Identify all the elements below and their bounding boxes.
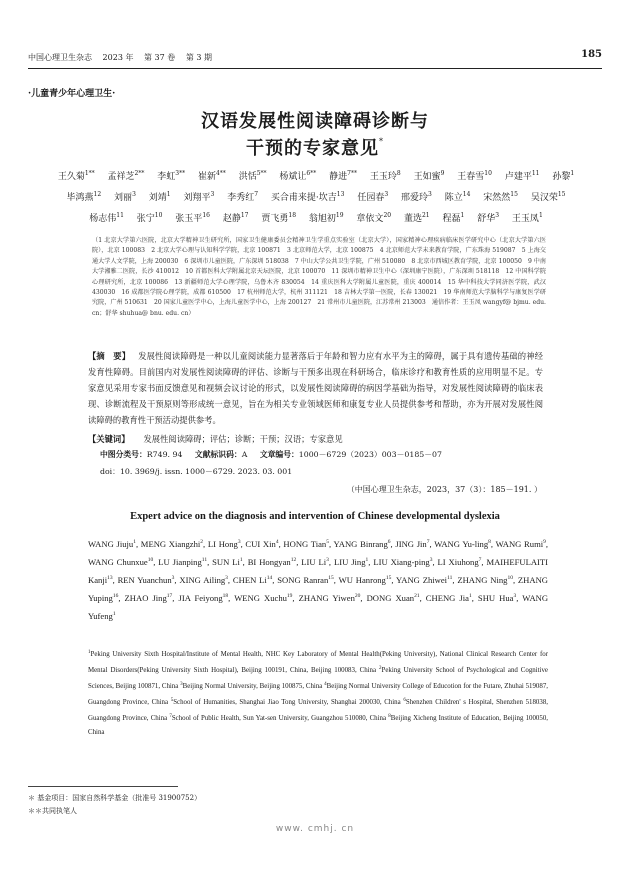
author-affiliation-mark: 6: [387, 539, 391, 545]
author-name: 刘翔平: [183, 193, 211, 203]
author-en: [373, 557, 432, 567]
author-affiliation-mark: 11: [201, 557, 208, 563]
author-cn: [531, 186, 566, 207]
author-name: 刘丽: [114, 193, 133, 203]
author-cn: [239, 165, 267, 186]
author-name: WU Hanrong: [338, 575, 386, 585]
author-affiliation-mark: 19: [335, 212, 344, 219]
author-affiliation-mark: 19: [286, 593, 293, 599]
author-en: [88, 557, 153, 567]
author-affiliation-mark: 21: [414, 593, 420, 599]
affiliation-text: School of Humanities, Shanghai Jiao Tong University, Shanghai 200030, China: [173, 699, 401, 706]
author-affiliation-mark: 4**: [215, 170, 226, 177]
keywords-text: 发展性阅读障碍；评估；诊断；干预；汉语；专家意见: [143, 434, 343, 444]
author-name: YANG Binrang: [333, 539, 388, 549]
author-en: [426, 593, 472, 603]
author-affiliation-mark: 3: [429, 557, 433, 563]
funding-footnote: ＊ 基金项目：国家自然科学基金（批准号 31900752）: [28, 794, 202, 802]
article-number-label: 文章编号：: [259, 450, 299, 459]
author-name: 李秀红: [227, 193, 255, 203]
author-cn: [137, 207, 163, 228]
author-cn: [198, 165, 226, 186]
author-affiliation-mark: 5: [326, 539, 329, 545]
author-name: ZHAO Jing: [124, 593, 167, 603]
english-author-list: WANG Jiuju$^1$, MENG Xiangzhi$^2$, LI Hong$^3$, CUI Xin$^4$, HONG Tian$^5$, YANG Binrang$^6$, JING Jin$^7$, WANG Yu-ling$^8$, WANG Rumi$^9$, WANG Chunxue$^{10}$, LU Jianping$^{11}$, SUN Li$^1$, BI Hongyan$^{12}$, LIU Li$^3$, LIU Jing$^1$, LIU Xiang-ping$^3$, LI Xiuhong$^7$, MAIHEFULAITI Kanji$^{13}$, REN Yuanchun$^3$, XING Ailing$^3$, CHEN Li$^{14}$, SONG Ranran$^{15}$, WU Hanrong$^{15}$, YANG Zhiwei$^{11}$, ZHANG Ning$^{10}$, ZHANG Yuping$^{16}$, ZHAO Jing$^{17}$, JIA Feiyong$^{18}$, WENG Xuchu$^{19}$, ZHANG Yiwen$^{20}$, DONG Xuan$^{21}$, CHENG Jia$^1$, SHU Hua$^3$, WANG Yufeng$^1$: [88, 539, 549, 621]
author-cn: [89, 207, 124, 228]
author-affiliation-mark: 13: [336, 191, 345, 198]
classification-line: [100, 449, 442, 460]
author-affiliation-mark: 7**: [347, 170, 357, 177]
abstract-text: 发展性阅读障碍是一种以儿童阅读能力显著落后于年龄和智力应有水平为主的障碍，属于具有遗传基础的神经发育性障碍。目前国内对发展性阅读障碍的评估、诊断与干预多出现在科研场合，临床诊疗和教育性质的应用明显不足。专家意见采用专家书面反馈意见和视频会议讨论的形式，以发展性阅读障碍的病因学基础为指导，对发展性阅读障碍的临床表现、诊断流程及干预原则等形成统一意见，旨在为相关专业领域医师和康复专业人员提供参考和帮助，亦为开展对发展性阅读障碍的教育性干预活动提供参考。: [88, 351, 543, 425]
author-en: [478, 593, 516, 603]
author-affiliation-mark: 20: [354, 593, 361, 599]
article-title-line-1: 汉语发展性阅读障碍诊断与: [201, 111, 429, 132]
author-affiliation-mark: 1**: [84, 170, 95, 177]
author-affiliation-mark: 14: [266, 575, 273, 581]
author-cn: [67, 186, 102, 207]
author-name: 吴汉荣: [530, 193, 558, 203]
author-name: MENG Xiangzhi: [140, 539, 201, 549]
author-affiliation-mark: 15: [328, 575, 334, 581]
header-rule: [28, 68, 602, 69]
author-affiliation-mark: 10: [484, 170, 492, 177]
author-name: 赵静: [222, 214, 241, 224]
author-affiliation-mark: 10: [147, 557, 154, 563]
affiliation-number: 5: [170, 698, 174, 703]
author-name: YANG Zhiwei: [396, 575, 448, 585]
author-name: WENG Xuchu: [234, 593, 287, 603]
author-en: [496, 539, 546, 549]
author-name: CHEN Li: [232, 575, 267, 585]
author-cn: [108, 165, 145, 186]
author-en: [233, 575, 272, 585]
journal-year: 2023 年: [102, 53, 134, 62]
keywords-label: 【关键词】: [88, 434, 130, 444]
author-en: [125, 593, 173, 603]
author-en: [396, 575, 452, 585]
author-affiliation-mark: 3: [210, 191, 215, 198]
author-cn: [271, 186, 345, 207]
author-cn: [329, 165, 357, 186]
author-affiliation-mark: 7: [426, 539, 430, 545]
affiliation-text: Beijing Xicheng Institute of Education, Beijing 100050, China: [88, 715, 548, 736]
affiliation-en: [171, 699, 401, 706]
author-name: 孙黎: [552, 172, 571, 182]
author-affiliation-mark: 15: [385, 575, 392, 581]
author-cn: [445, 186, 471, 207]
author-affiliation-mark: 13: [107, 575, 113, 581]
author-en: [334, 557, 368, 567]
journal-name: 中国心理卫生杂志: [28, 53, 92, 62]
author-en: [438, 557, 482, 567]
author-affiliation-mark: 3: [495, 212, 500, 219]
author-name: LIU Xiang-ping: [373, 557, 430, 567]
author-en: [234, 593, 292, 603]
author-affiliation-mark: 3: [428, 191, 432, 198]
title-footnote-mark: *: [379, 137, 384, 146]
author-name: WANG Rumi: [495, 539, 544, 549]
english-affiliations: [88, 646, 548, 740]
author-affiliation-mark: 16: [202, 212, 210, 219]
author-name: 王玉凤: [511, 214, 539, 224]
author-cn: [227, 186, 258, 207]
author-affiliation-mark: 15: [557, 191, 566, 198]
author-name: 舒华: [477, 214, 496, 224]
author-en: [118, 575, 175, 585]
author-name: 王久菊: [57, 172, 85, 182]
author-name: LU Jianping: [158, 557, 202, 567]
author-affiliation-mark: 1: [133, 539, 136, 545]
journal-volume: 第 37 卷: [144, 53, 176, 62]
author-name: 杨志伟: [89, 214, 117, 224]
author-name: 邢爱玲: [401, 193, 429, 203]
author-name: REN Yuanchun: [117, 575, 172, 585]
author-name: DONG Xuan: [366, 593, 415, 603]
author-cn: [279, 165, 316, 186]
citation: （中国心理卫生杂志，2023，37（3）：185－191. ）: [346, 485, 542, 494]
journal-website[interactable]: www. cmhj. cn: [275, 824, 355, 834]
author-en: [248, 557, 297, 567]
author-affiliation-mark: 1: [460, 212, 465, 219]
author-affiliation-mark: 17: [240, 212, 249, 219]
author-affiliation-mark: 5**: [256, 170, 267, 177]
page-number: 185: [581, 49, 602, 60]
author-name: WANG Chunxue: [88, 557, 148, 567]
author-cn: [401, 186, 432, 207]
affiliation-en: [180, 683, 322, 690]
author-affiliation-mark: 11: [116, 212, 124, 219]
author-en: [212, 557, 243, 567]
author-name: 王如蜜: [413, 172, 441, 182]
footnotes: [28, 792, 201, 818]
affiliation-text: School of Public Health, Sun Yat-sen University, Guangzhou 510080, China: [171, 715, 387, 722]
co-author-footnote: ＊＊共同执笔人: [28, 807, 77, 815]
author-cn: [404, 207, 430, 228]
author-cn: [483, 186, 518, 207]
author-name: 杨斌让: [279, 172, 307, 182]
author-name: LIU Li: [301, 557, 327, 567]
author-name: 王春雪: [457, 172, 485, 182]
author-affiliation-mark: 12: [290, 557, 297, 563]
author-name: 买合甫来提·坎吉: [270, 193, 337, 203]
author-affiliation-mark: 7: [478, 557, 482, 563]
author-name: WANG Jiuju: [88, 539, 134, 549]
author-name: 王玉玲: [369, 172, 397, 182]
author-en: [245, 539, 278, 549]
author-name: 毕鸿燕: [66, 193, 94, 203]
clc-value: R749. 94: [146, 450, 183, 459]
clc-label: 中图分类号：: [100, 450, 147, 459]
author-name: HONG Tian: [283, 539, 327, 549]
author-affiliation-mark: 20: [383, 212, 392, 219]
author-cn: [223, 207, 249, 228]
affiliation-text: Peking University Sixth Hospital/Institute of Mental Health, NHC Key Laboratory of Mental Health(Peking University), National Clinical Research Center for Mental Disorders(Peking University Sixth Hospital), Beijing 100191, China, Beijing 100083, China: [88, 651, 548, 674]
author-affiliation-mark: 1: [365, 557, 369, 563]
author-cn: [505, 165, 540, 186]
author-affiliation-mark: 3: [326, 557, 329, 563]
author-cn: [356, 207, 391, 228]
author-name: JING Jin: [395, 539, 427, 549]
author-en: [158, 557, 207, 567]
author-affiliation-mark: 11: [531, 170, 540, 177]
author-en: [178, 593, 228, 603]
author-affiliation-mark: 8: [488, 539, 491, 545]
author-en: [434, 539, 491, 549]
running-header: [28, 49, 602, 66]
author-cn: [183, 186, 214, 207]
author-cn: [157, 165, 185, 186]
author-affiliation-mark: 1: [239, 557, 243, 563]
author-name: 孟祥芝: [107, 172, 135, 182]
author-cn: [414, 165, 445, 186]
author-affiliation-mark: 3: [513, 593, 517, 599]
author-name: 董选: [403, 214, 422, 224]
chinese-affiliations: （1 北京大学第六医院，北京大学精神卫生研究所，国家卫生健康委员会精神卫生学重点实验室（北京大学），国家精神心理疾病临床医学研究中心（北京大学第六医院），北京 100083 2 北京大学心理与认知科学学院，北京 100871 3 北京师范大学，北京 100875 4 北京师范大学未来教育学院，广东珠海 519087 5 上海交通大学人文学院，上海 200030 6 深圳市儿童医院，广东深圳 518038 7 中山大学公共卫生学院，广州 510080 8 北京市西城区教育学院，北京 100050 9 中南大学湘雅二医院，长沙 410012 10 首都医科大学附属北京天坛医院，北京 100070 11 深圳市精神卫生中心（深圳康宁医院），广东深圳 518118 12 中国科学院心理研究所，北京 100086 13 新疆师范大学心理学院，乌鲁木齐 830054 14 重庆医科大学附属儿童医院，重庆 400014 15 华中科技大学同济医学院，武汉 430030 16 成都医学院心理学院，成都 610500 17 杭州师范大学，杭州 311121 18 吉林大学第一医院，长春 130021 19 华南师范大学脑科学与康复医学研究院，广州 510631 20 国家儿童医学中心，上海儿童医学中心，上海 200127 21 常州市儿童医院，江苏常州 213003 通信作者：王玉凤 wangyf@ bjmu. edu. cn；舒华 shuhua@ bnu. edu. cn）: [92, 237, 546, 317]
author-affiliation-mark: 16: [112, 593, 119, 599]
author-name: 张宁: [136, 214, 155, 224]
affiliation-number: 6: [403, 698, 406, 703]
author-en: [367, 593, 420, 603]
author-name: SONG Ranran: [277, 575, 329, 585]
affiliation-text: Shenzhen Children' s Hospital, Shenzhen 518038, Guangdong Province, China: [88, 699, 548, 722]
author-affiliation-mark: 3**: [175, 170, 186, 177]
author-name: 翁旭初: [308, 214, 336, 224]
author-name: 李虹: [157, 172, 176, 182]
english-title: Expert advice on the diagnosis and intervention of Chinese developmental dyslexia: [130, 511, 500, 522]
author-name: WANG Yufeng: [88, 593, 549, 621]
author-name: 贾飞勇: [261, 214, 289, 224]
affiliation-number: 3: [180, 682, 183, 687]
author-name: WANG Yu-ling: [434, 539, 489, 549]
author-en: [299, 593, 361, 603]
author-affiliation-mark: 14: [462, 191, 471, 198]
author-affiliation-mark: 3: [132, 191, 136, 198]
author-affiliation-mark: 1: [538, 212, 543, 219]
author-cn: [357, 186, 388, 207]
author-affiliation-mark: 1: [570, 170, 575, 177]
author-affiliation-mark: 1: [112, 611, 116, 617]
author-cn: [58, 165, 95, 186]
author-affiliation-mark: 18: [288, 212, 297, 219]
affiliation-text: Beijing Normal University College of Educotion for the Futare, Zhuhai 519087, Guangdong Province, China: [88, 683, 548, 706]
author-cn: [512, 207, 543, 228]
author-name: 章依文: [356, 214, 384, 224]
author-affiliation-mark: 17: [166, 593, 173, 599]
affiliation-text: Beijing Normal University, Beijing 100875, China: [182, 683, 323, 690]
author-en: [334, 539, 391, 549]
author-affiliation-mark: 12: [93, 191, 102, 198]
author-cn: [261, 207, 296, 228]
journal-issue: 第 3 期: [185, 53, 212, 62]
doc-code-value: A: [241, 450, 248, 459]
affiliation-number: 4: [324, 682, 327, 687]
chinese-abstract: [88, 348, 543, 428]
author-name: MAIHEFULAITI Kanji: [88, 557, 549, 585]
article-number-value: 1000－6729（2023）003－0185－07: [298, 450, 442, 459]
author-affiliation-mark: 3: [225, 575, 228, 581]
author-affiliation-mark: 15: [510, 191, 518, 198]
footnote-rule: [28, 786, 178, 787]
author-name: ZHANG Yuping: [88, 575, 548, 603]
author-cn: [114, 186, 136, 207]
author-name: ZHANG Ning: [457, 575, 508, 585]
author-cn: [370, 165, 401, 186]
author-name: 静进: [329, 172, 348, 182]
author-cn: [309, 207, 344, 228]
author-name: LI Hong: [207, 539, 238, 549]
author-affiliation-mark: 1: [468, 593, 472, 599]
doi[interactable]: doi：10. 3969/j. issn. 1000－6729. 2023. 03. 001: [100, 467, 293, 476]
author-cn: [552, 165, 574, 186]
author-cn: [457, 165, 492, 186]
affiliation-en: [169, 715, 386, 722]
author-name: SUN Li: [212, 557, 240, 567]
chinese-keywords: [88, 433, 343, 445]
affiliation-number: 2: [379, 666, 382, 671]
author-affiliation-mark: 3: [237, 539, 241, 545]
author-affiliation-mark: 7: [254, 191, 259, 198]
author-cn: [175, 207, 210, 228]
author-cn: [442, 207, 464, 228]
author-name: 陈立: [444, 193, 463, 203]
author-name: 洪恬: [238, 172, 257, 182]
author-affiliation-mark: 18: [222, 593, 229, 599]
author-en: [395, 539, 429, 549]
author-en: [301, 557, 329, 567]
author-name: 刘靖: [148, 193, 167, 203]
doc-code-label: 文献标识码：: [194, 450, 242, 459]
journal-info: [28, 52, 220, 63]
author-name: 任园春: [357, 193, 385, 203]
author-en: [277, 575, 334, 585]
author-en: [141, 539, 203, 549]
affiliation-number: 7: [169, 714, 172, 719]
article-title-line-2: 干预的专家意见*: [246, 137, 384, 159]
author-cn: [149, 186, 171, 207]
author-affiliation-mark: 4: [275, 539, 279, 545]
author-en: [457, 575, 513, 585]
author-en: [88, 539, 136, 549]
author-affiliation-mark: 9: [543, 539, 546, 545]
chinese-author-list: [38, 165, 594, 228]
affiliation-number: 1: [88, 650, 91, 655]
author-name: ZHANG Yiwen: [298, 593, 355, 603]
author-affiliation-mark: 21: [421, 212, 430, 219]
author-affiliation-mark: 2: [200, 539, 204, 545]
author-name: SHU Hua: [477, 593, 514, 603]
abstract-label: 【摘 要】: [88, 351, 131, 361]
column-label: ·儿童青少年心理卫生·: [28, 89, 116, 99]
affiliation-text: Peking University School of Psychological and Cognitive Sciences, Beijing 100871, China: [88, 667, 548, 690]
author-name: 程磊: [442, 214, 461, 224]
author-name: JIA Feiyong: [178, 593, 223, 603]
author-name: LIU Jing: [333, 557, 366, 567]
author-name: LI Xiuhong: [437, 557, 479, 567]
author-name: XING Ailing: [179, 575, 226, 585]
author-affiliation-mark: 8: [396, 170, 401, 177]
author-en: [208, 539, 241, 549]
author-affiliation-mark: 3: [171, 575, 175, 581]
author-en: [179, 575, 228, 585]
author-affiliation-mark: 11: [447, 575, 453, 581]
author-affiliation-mark: 10: [154, 212, 163, 219]
author-affiliation-mark: 6**: [306, 170, 317, 177]
author-name: 崔新: [197, 172, 216, 182]
author-en: [339, 575, 392, 585]
affiliation-number: 8: [388, 714, 391, 719]
author-name: 宋然然: [483, 193, 511, 203]
author-name: BI Hongyan: [247, 557, 291, 567]
author-cn: [477, 207, 499, 228]
author-affiliation-mark: 1: [166, 191, 171, 198]
author-name: CUI Xin: [245, 539, 276, 549]
author-affiliation-mark: 3: [384, 191, 389, 198]
author-name: 张玉平: [175, 214, 203, 224]
author-name: CHENG Jia: [425, 593, 469, 603]
author-affiliation-mark: 9: [440, 170, 445, 177]
author-en: [283, 539, 329, 549]
author-affiliation-mark: 2**: [134, 170, 145, 177]
author-name: 卢建平: [504, 172, 532, 182]
author-affiliation-mark: 10: [507, 575, 513, 581]
